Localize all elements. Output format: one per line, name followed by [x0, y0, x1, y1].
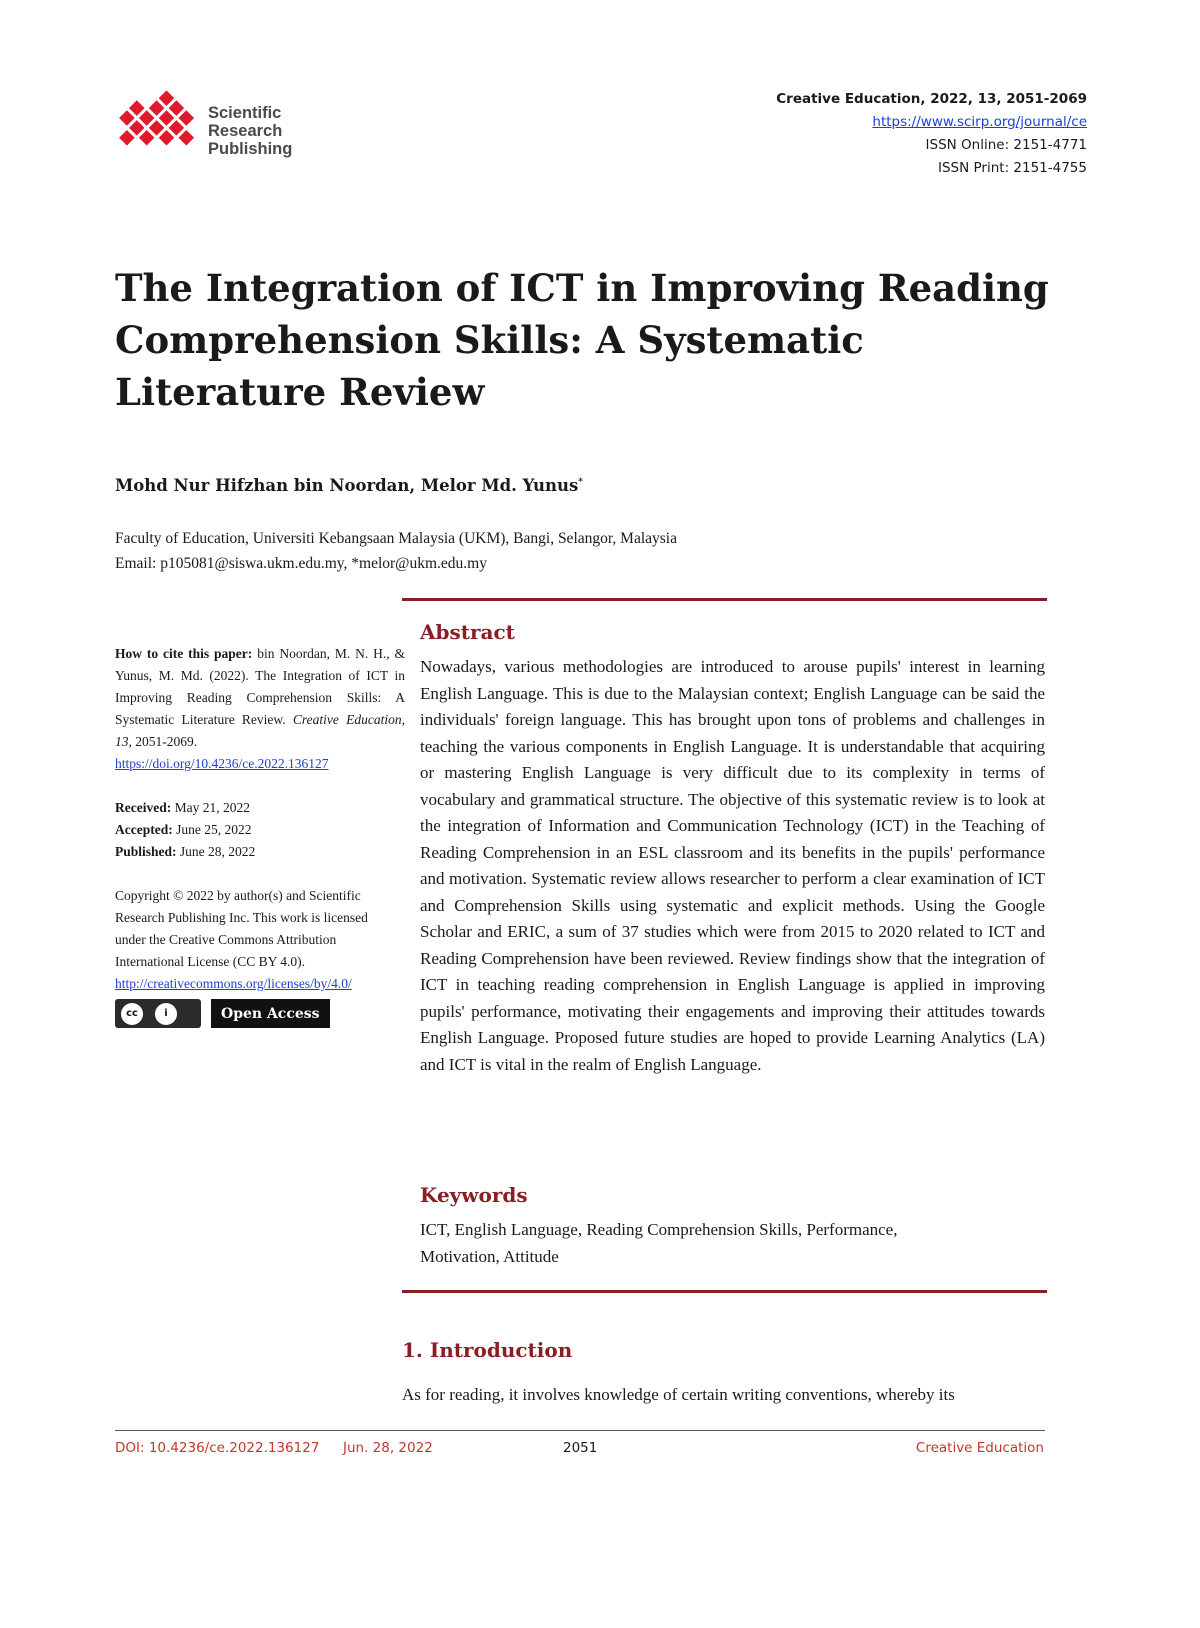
affiliation-block [115, 526, 677, 576]
keywords-section [420, 1183, 1045, 1270]
section-rule-bottom [402, 1290, 1047, 1293]
journal-info [776, 88, 1087, 180]
email: Email: p105081@siswa.ukm.edu.my, *melor@ukm.edu.my [115, 555, 487, 572]
published-date: Published: June 28, 2022 [115, 844, 256, 859]
issn-print: ISSN Print: 2151-4755 [938, 160, 1087, 176]
introduction-section [402, 1338, 1047, 1409]
received-date: Received: May 21, 2022 [115, 800, 250, 815]
accepted-date: Accepted: June 25, 2022 [115, 822, 252, 837]
keywords-heading: Keywords [420, 1183, 528, 1207]
license-link[interactable]: http://creativecommons.org/licenses/by/4.0/ [115, 976, 352, 991]
footer-rule [115, 1430, 1045, 1431]
abstract-section [420, 620, 1045, 1078]
paper-title: The Integration of ICT in Improving Reading Comprehension Skills: A Systematic Literature Review [115, 266, 1049, 414]
journal-citation: Creative Education, 2022, 13, 2051-2069 [776, 91, 1087, 107]
footer-doi: DOI: 10.4236/ce.2022.136127 [115, 1440, 320, 1456]
how-to-cite: How to cite this paper: bin Noordan, M. N. H., & Yunus, M. Md. (2022). The Integration of ICT in Improving Reading Comprehension Skills: A Systematic Literature Review. Creative Education, 13, 2051-2069. https://doi.org/10.4236/ce.2022.136127 [115, 646, 405, 771]
abstract-text: Nowadays, various methodologies are introduced to arouse pupils' interest in learning English Language. This is due to the Malaysian context; English Language can be said the individuals' foreign language. This has brought upon tons of problems and challenges in teaching the various components in English Language. It is understandable that acquiring or mastering English Language is very difficult due to its complexity in terms of vocabulary and grammatical structure. The objective of this systematic review is to look at the integration of Information and Communication Technology (ICT) in the Teaching of Reading Comprehension in an ESL classroom and its benefits in the pupils' performance and motivation. Systematic review allows researcher to perform a clear examination of ICT and Comprehension Skills using systematic and explicit methods. Using the Google Scholar and ERIC, a sum of 37 studies which were from 2015 to 2020 related to ICT and Reading Comprehension have been reviewed. Review findings show that the integration of ICT in teaching reading comprehension in English Language is applied in improving pupils' performance, motivating their engagements and improving their attitudes towards English Language. Proposed future studies are hoped to provide Learning Analytics (LA) and ICT is vital in the realm of English Language. [420, 657, 1045, 1074]
license-badges [115, 999, 405, 1028]
footer-date: Jun. 28, 2022 [343, 1440, 433, 1456]
publisher-name: Scientific Research Publishing [208, 104, 293, 158]
authors: Mohd Nur Hifzhan bin Noordan, Melor Md. Yunus* [115, 476, 583, 495]
corresponding-mark: * [578, 477, 583, 488]
introduction-text: As for reading, it involves knowledge of certain writing conventions, whereby its [402, 1385, 955, 1404]
keywords-text: ICT, English Language, Reading Comprehension Skills, Performance, Motivation, Attitude [420, 1220, 898, 1266]
affiliation: Faculty of Education, Universiti Kebangsaan Malaysia (UKM), Bangi, Selangor, Malaysia [115, 530, 677, 547]
cc-icon: cc [121, 1003, 143, 1025]
page-number: 2051 [563, 1440, 598, 1456]
journal-url-link[interactable]: https://www.scirp.org/journal/ce [872, 114, 1087, 130]
footer-journal: Creative Education [915, 1440, 1044, 1456]
copyright-notice: Copyright © 2022 by author(s) and Scientific Research Publishing Inc. This work is licensed under the Creative Commons Attribution International License (CC BY 4.0). [115, 888, 368, 969]
sidebar [115, 643, 405, 1028]
by-icon: i [155, 1003, 177, 1025]
publisher-logo [118, 90, 318, 180]
introduction-heading: 1. Introduction [402, 1338, 573, 1362]
section-rule-top [402, 598, 1047, 601]
open-access-badge: Open Access [211, 999, 330, 1028]
issn-online: ISSN Online: 2151-4771 [925, 137, 1087, 153]
cc-by-badge[interactable] [115, 999, 201, 1028]
abstract-heading: Abstract [420, 620, 515, 644]
scirp-logo-icon [118, 90, 198, 170]
doi-link[interactable]: https://doi.org/10.4236/ce.2022.136127 [115, 756, 329, 771]
